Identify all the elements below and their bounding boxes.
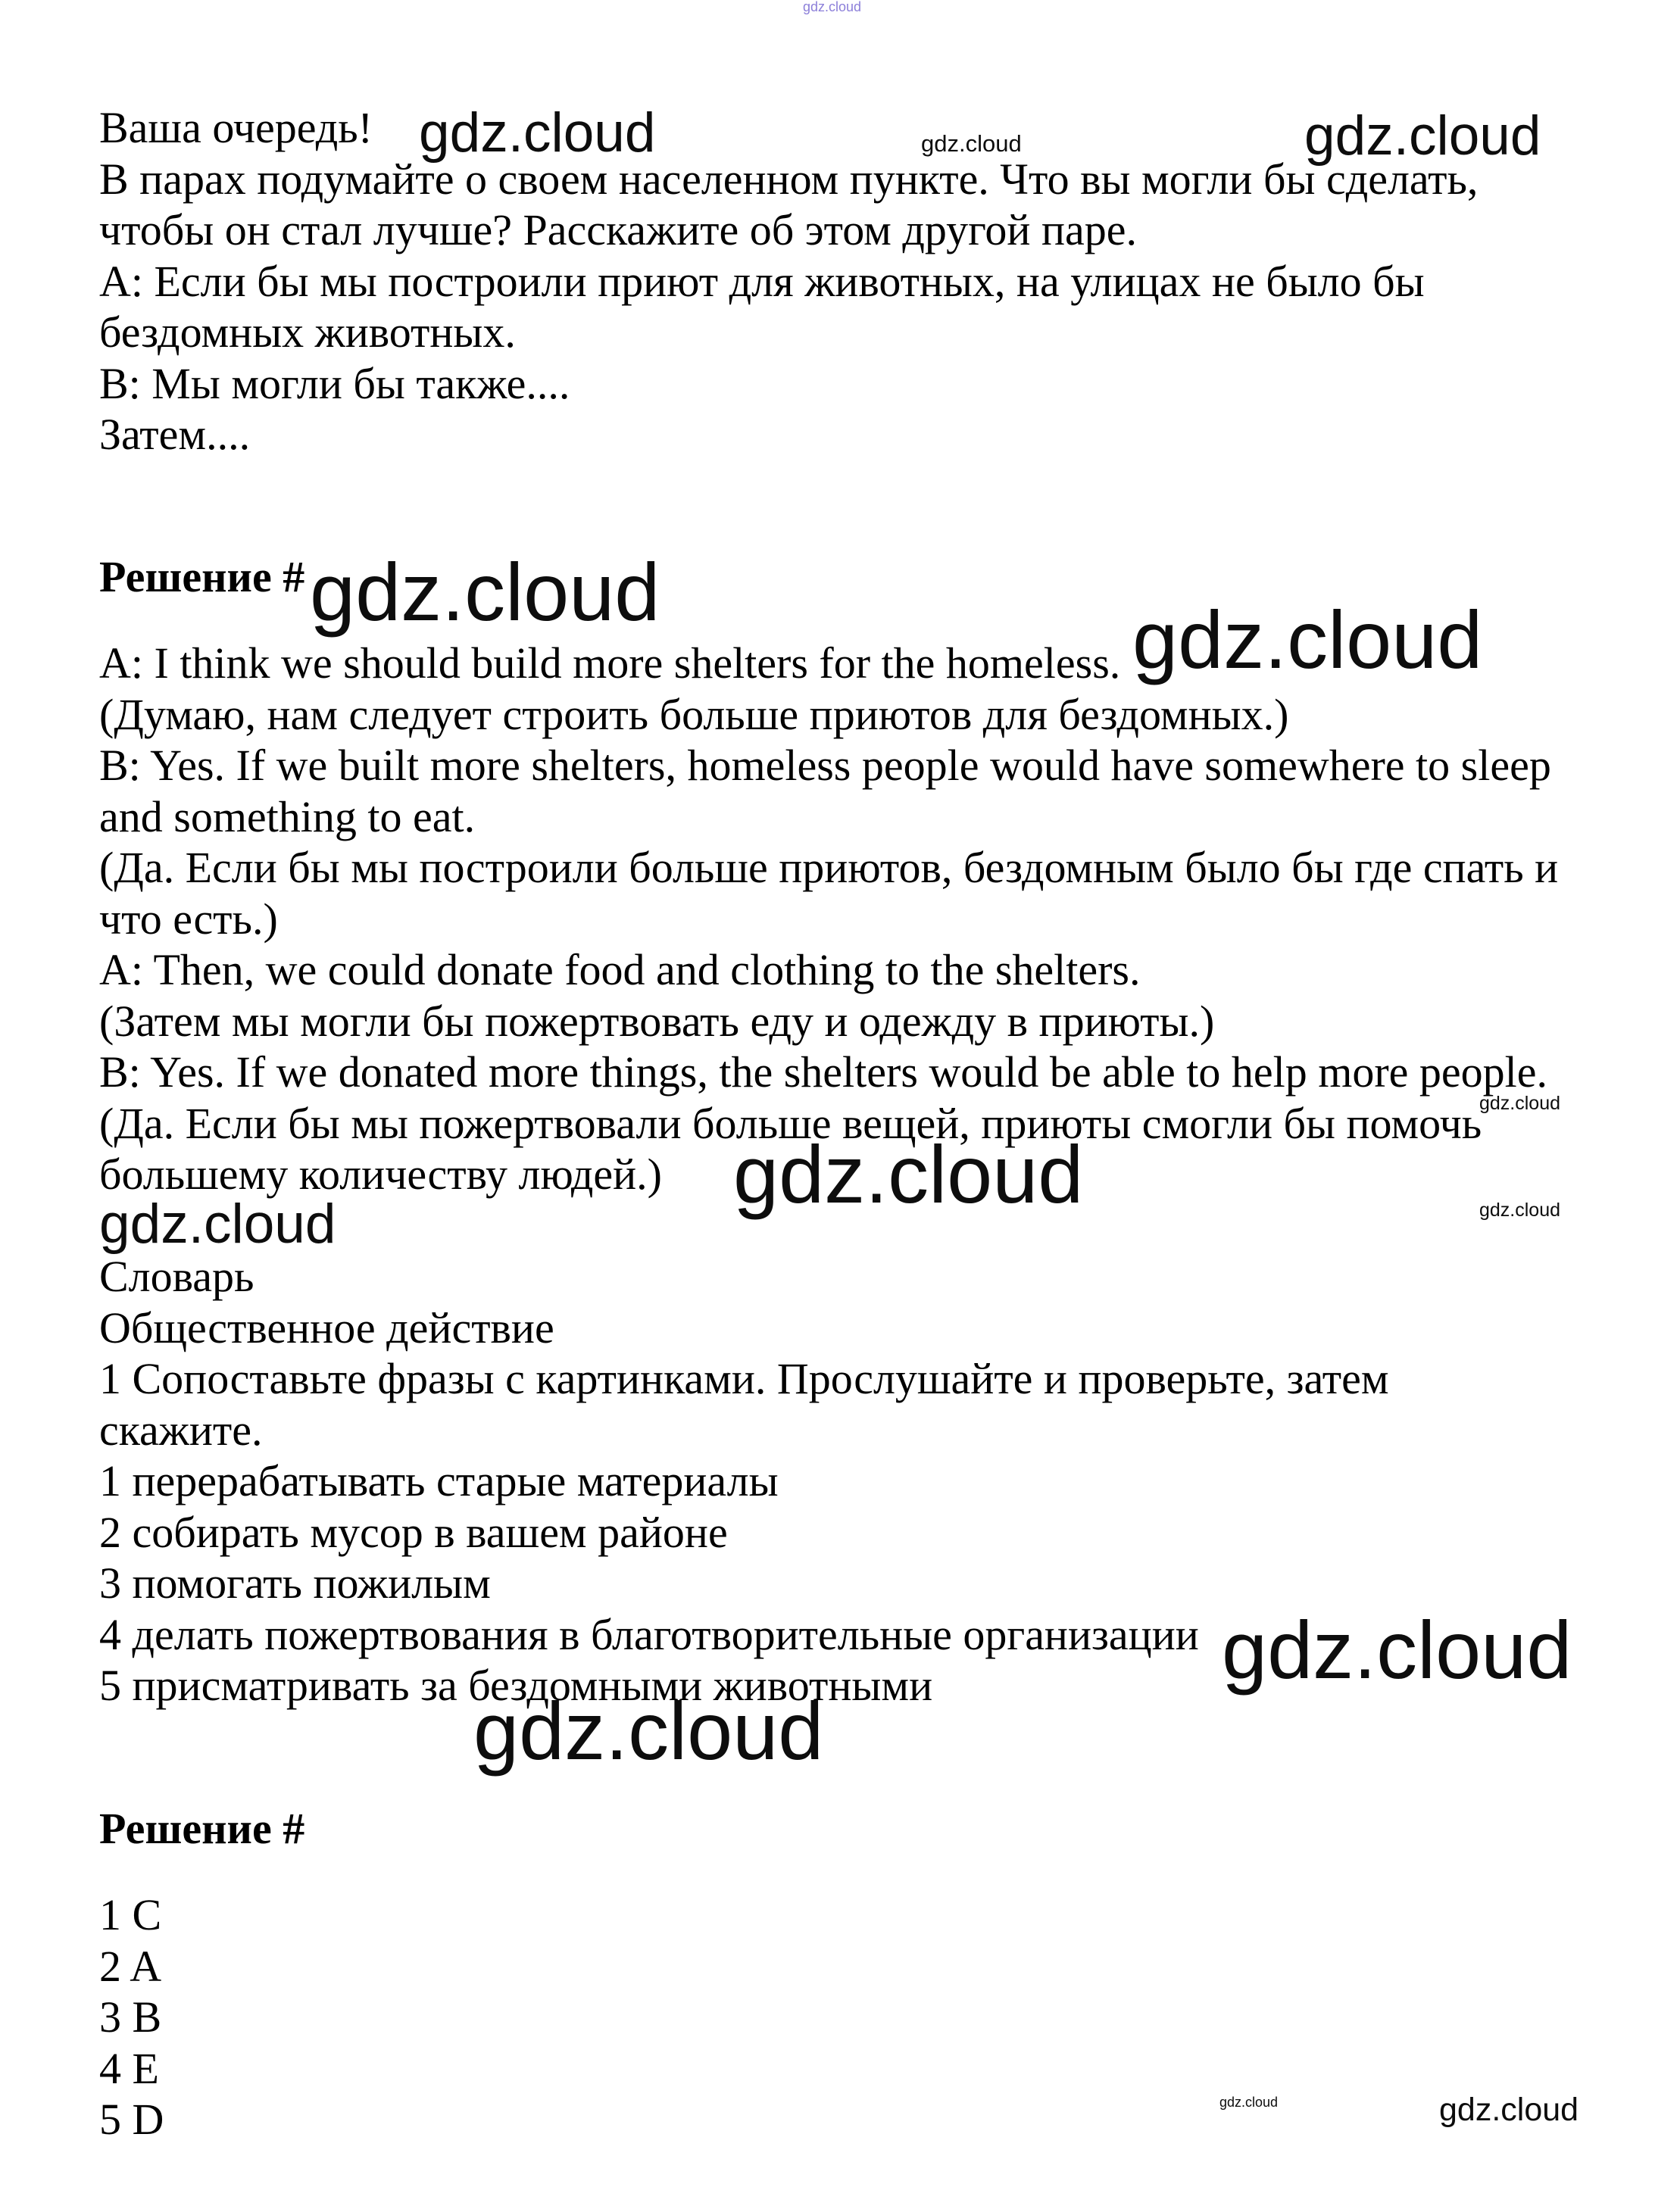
prompt-line: B: Мы могли бы также.... [99, 358, 570, 408]
task-instruction-line: 1 Сопоставьте фразы с картинками. Прослушайте и проверьте, затем [99, 1354, 1389, 1403]
vocabulary-item: 4 делать пожертвования в благотворительные организации [99, 1609, 1199, 1659]
vocabulary-subtitle: Общественное действие [99, 1303, 554, 1352]
dialogue-line: (Затем мы могли бы пожертвовать еду и одежду в приюты.) [99, 996, 1215, 1046]
dialogue-line: B: Yes. If we built more shelters, homeless people would have somewhere to sleep [99, 741, 1551, 790]
vocabulary-item: 2 собирать мусор в вашем районе [99, 1507, 728, 1557]
dialogue-line: (Да. Если бы мы построили больше приютов, бездомным было бы где спать и [99, 843, 1559, 892]
solution-heading: Решение # [99, 1804, 305, 1853]
watermark-text: gdz.cloud [419, 102, 656, 164]
task-instruction-line: скажите. [99, 1405, 263, 1455]
dialogue-line: A: Then, we could donate food and clothing to the shelters. [99, 945, 1141, 994]
watermark-text: gdz.cloud [921, 130, 1022, 157]
solution-1-dialogue [99, 638, 1561, 1200]
answer-item: 3 B [99, 1992, 162, 2042]
watermark-text: gdz.cloud [1479, 1200, 1561, 1221]
solution-2-answers [99, 1889, 164, 2145]
watermark-text: gdz.cloud [1132, 594, 1483, 685]
watermark-text: gdz.cloud [1304, 105, 1541, 167]
answer-item: 1 C [99, 1890, 162, 1939]
dialogue-line: (Да. Если бы мы пожертвовали больше вещей, приюты смогли бы помочь [99, 1098, 1482, 1148]
vocabulary-title: Словарь [99, 1252, 254, 1301]
vocabulary-section [99, 1251, 1389, 1711]
watermark-text: gdz.cloud [803, 0, 862, 14]
answer-item: 4 E [99, 2043, 159, 2093]
dialogue-line: A: I think we should build more shelters for the homeless. [99, 638, 1121, 688]
prompt-line: чтобы он стал лучше? Расскажите об этом другой паре. [99, 205, 1137, 254]
answer-item: 5 D [99, 2095, 164, 2144]
watermark-text: gdz.cloud [1219, 2095, 1279, 2110]
vocabulary-item: 1 перерабатывать старые материалы [99, 1456, 779, 1505]
prompt-line: A: Если бы мы построили приют для животных, на улицах не было бы [99, 256, 1425, 306]
watermark-text: gdz.cloud [733, 1128, 1084, 1220]
dialogue-line: (Думаю, нам следует строить больше приютов для бездомных.) [99, 689, 1289, 739]
dialogue-line: что есть.) [99, 894, 278, 944]
solution-2-section-heading [99, 1803, 304, 1855]
watermark-text: gdz.cloud [310, 546, 660, 638]
prompt-line: В парах подумайте о своем населенном пункте. Что вы могли бы сделать, [99, 154, 1479, 204]
watermark-text: gdz.cloud [1439, 2092, 1579, 2128]
dialogue-line: большему количеству людей.) [99, 1150, 662, 1199]
vocabulary-item: 3 помогать пожилым [99, 1558, 491, 1608]
prompt-line: бездомных животных. [99, 307, 516, 357]
solution-heading: Решение # [99, 552, 305, 601]
solution-1-section-heading [99, 551, 304, 603]
prompt-line: Затем.... [99, 410, 251, 459]
dialogue-line: B: Yes. If we donated more things, the shelters would be able to help more people. [99, 1047, 1547, 1097]
watermark-text: gdz.cloud [1479, 1093, 1561, 1114]
watermark-text: gdz.cloud [1222, 1604, 1572, 1696]
watermark-text: gdz.cloud [473, 1685, 824, 1777]
prompt-section [99, 102, 1478, 460]
prompt-line: Ваша очередь! [99, 103, 373, 152]
vocabulary-item: 5 присматривать за бездомными животными [99, 1661, 933, 1710]
watermark-text: gdz.cloud [99, 1193, 336, 1255]
answer-item: 2 A [99, 1941, 162, 1991]
dialogue-line: and something to eat. [99, 791, 476, 841]
